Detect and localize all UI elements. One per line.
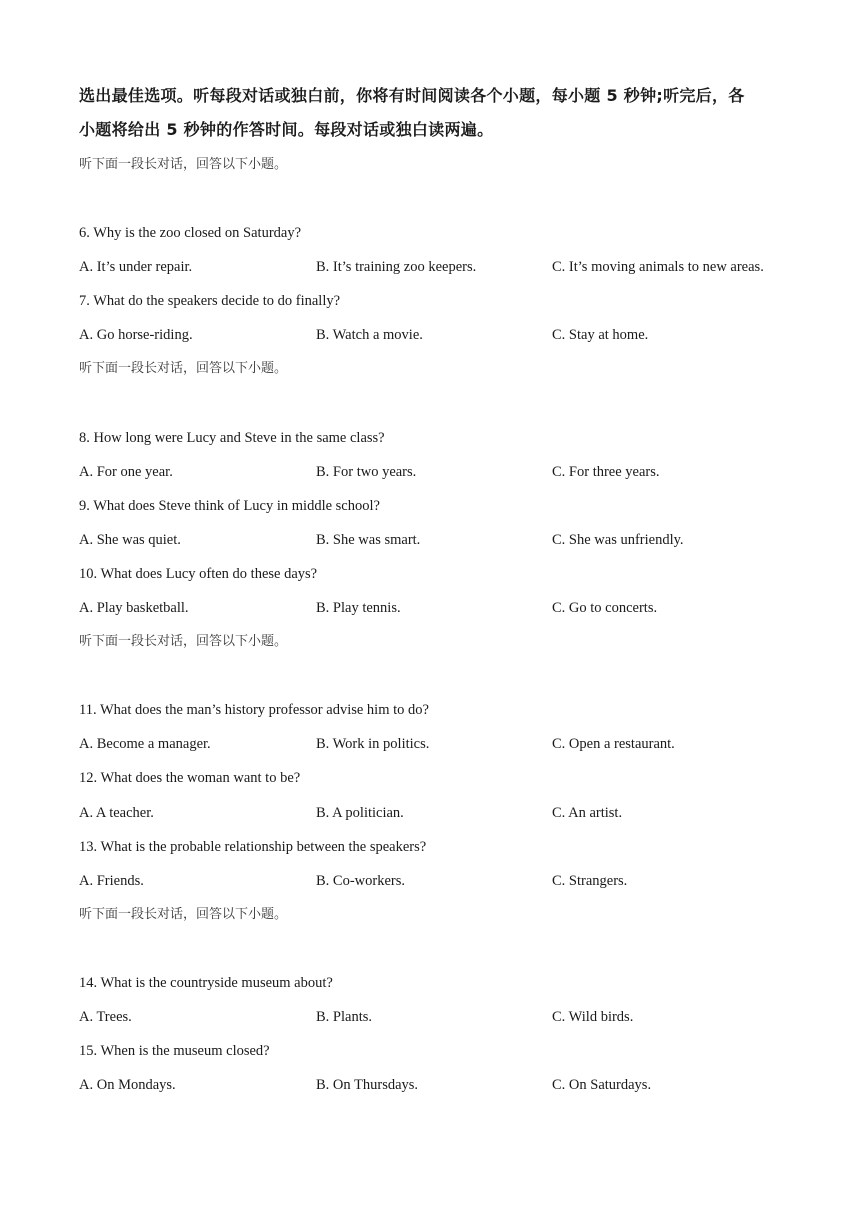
- instructions-line-1: 选出最佳选项。听每段对话或独白前，你将有时间阅读各个小题，每小题 5 秒钟;听完后，各: [79, 86, 745, 105]
- section-intro: 听下面一段长对话，回答以下小题。: [79, 634, 288, 649]
- section-intro: 听下面一段长对话，回答以下小题。: [79, 361, 288, 376]
- q14-option-a: A. Trees.: [79, 1009, 132, 1025]
- q11-option-b: B. Work in politics.: [316, 736, 430, 752]
- q14-option-b: B. Plants.: [316, 1009, 372, 1025]
- question-6: 6. Why is the zoo closed on Saturday?: [79, 225, 302, 241]
- question-15: 15. When is the museum closed?: [79, 1043, 270, 1059]
- instructions-line-2: 小题将给出 5 秒钟的作答时间。每段对话或独白读两遍。: [79, 120, 494, 139]
- q8-option-a: A. For one year.: [79, 464, 173, 480]
- question-9: 9. What does Steve think of Lucy in middle school?: [79, 498, 380, 514]
- q13-option-b: B. Co-workers.: [316, 873, 406, 889]
- question-13: 13. What is the probable relationship between the speakers?: [79, 839, 427, 855]
- q15-option-a: A. On Mondays.: [79, 1077, 176, 1093]
- q10-option-c: C. Go to concerts.: [552, 600, 658, 616]
- q11-option-c: C. Open a restaurant.: [552, 736, 675, 752]
- q7-option-a: A. Go horse-riding.: [79, 327, 193, 343]
- q15-option-b: B. On Thursdays.: [316, 1077, 419, 1093]
- q6-option-c: C. It’s moving animals to new areas.: [552, 259, 764, 275]
- q12-option-a: A. A teacher.: [79, 805, 154, 821]
- section-intro: 听下面一段长对话，回答以下小题。: [79, 157, 288, 172]
- q13-option-a: A. Friends.: [79, 873, 144, 889]
- q7-option-c: C. Stay at home.: [552, 327, 649, 343]
- q12-option-b: B. A politician.: [316, 805, 404, 821]
- question-14: 14. What is the countryside museum about?: [79, 975, 333, 991]
- q8-option-c: C. For three years.: [552, 464, 660, 480]
- question-11: 11. What does the man’s history professor advise him to do?: [79, 702, 429, 718]
- question-8: 8. How long were Lucy and Steve in the same class?: [79, 430, 385, 446]
- q6-option-b: B. It’s training zoo keepers.: [316, 259, 477, 275]
- q14-option-c: C. Wild birds.: [552, 1009, 634, 1025]
- q10-option-a: A. Play basketball.: [79, 600, 189, 616]
- q13-option-c: C. Strangers.: [552, 873, 628, 889]
- q12-option-c: C. An artist.: [552, 805, 623, 821]
- question-12: 12. What does the woman want to be?: [79, 770, 301, 786]
- question-7: 7. What do the speakers decide to do finally?: [79, 293, 341, 309]
- q15-option-c: C. On Saturdays.: [552, 1077, 652, 1093]
- q8-option-b: B. For two years.: [316, 464, 417, 480]
- section-intro: 听下面一段长对话，回答以下小题。: [79, 907, 288, 922]
- q9-option-c: C. She was unfriendly.: [552, 532, 684, 548]
- q10-option-b: B. Play tennis.: [316, 600, 401, 616]
- q6-option-a: A. It’s under repair.: [79, 259, 193, 275]
- q7-option-b: B. Watch a movie.: [316, 327, 423, 343]
- q11-option-a: A. Become a manager.: [79, 736, 211, 752]
- q9-option-a: A. She was quiet.: [79, 532, 181, 548]
- q9-option-b: B. She was smart.: [316, 532, 421, 548]
- question-10: 10. What does Lucy often do these days?: [79, 566, 318, 582]
